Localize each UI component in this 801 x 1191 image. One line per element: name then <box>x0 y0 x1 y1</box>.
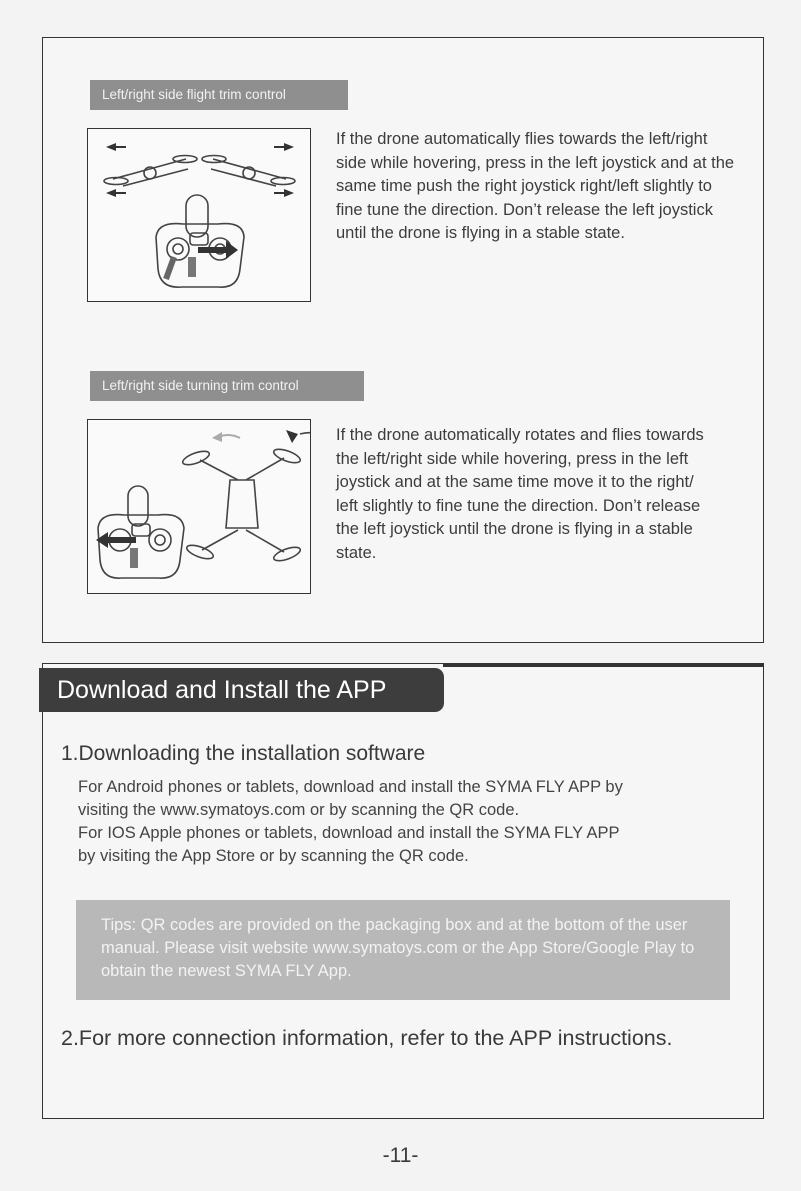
download-app-section <box>42 663 764 1119</box>
flight-trim-description: If the drone automatically flies towards the left/right side while hovering, press in the left joystick and at the same time push the right joystick right/left slightly to fine tune the direction. Don’t release the left joystick until the drone is flying in a stable state. <box>336 130 735 242</box>
header-rule <box>443 664 763 667</box>
flight-trim-heading: Left/right side flight trim control <box>90 80 348 110</box>
flight-trim-illustration <box>87 128 311 302</box>
step1-line: For Android phones or tablets, download and install the SYMA FLY APP by <box>78 778 623 796</box>
page-number: -11- <box>382 1144 419 1167</box>
turning-trim-illustration <box>87 419 311 594</box>
step1-line: For IOS Apple phones or tablets, download and install the SYMA FLY APP <box>78 824 620 842</box>
drone-controller-icon <box>88 420 310 593</box>
step2-title: 2.For more connection information, refer to the APP instructions. <box>61 1026 673 1050</box>
step1-line: visiting the www.symatoys.com or by scanning the QR code. <box>78 801 520 819</box>
turning-trim-heading: Left/right side turning trim control <box>90 371 364 401</box>
drone-controller-icon <box>88 129 310 301</box>
step1-line: by visiting the App Store or by scanning the QR code. <box>78 847 469 865</box>
trim-control-section <box>42 37 764 643</box>
tips-box: Tips: QR codes are provided on the packaging box and at the bottom of the user manual. Please visit website www.symatoys.com or the App Store/Google Play to obtain the newest SYMA FLY App. <box>76 900 730 1000</box>
step1-title: 1.Downloading the installation software <box>61 742 426 765</box>
turning-trim-description: If the drone automatically rotates and flies towards the left/right side while hovering, press in the left joystick and at the same time move it to the right/ left slightly to fine tune the direction. Don’t release the left joystick until the drone is flying in a stable state. <box>336 426 704 562</box>
section-header: Download and Install the APP <box>39 668 444 712</box>
step1-body <box>78 776 738 868</box>
